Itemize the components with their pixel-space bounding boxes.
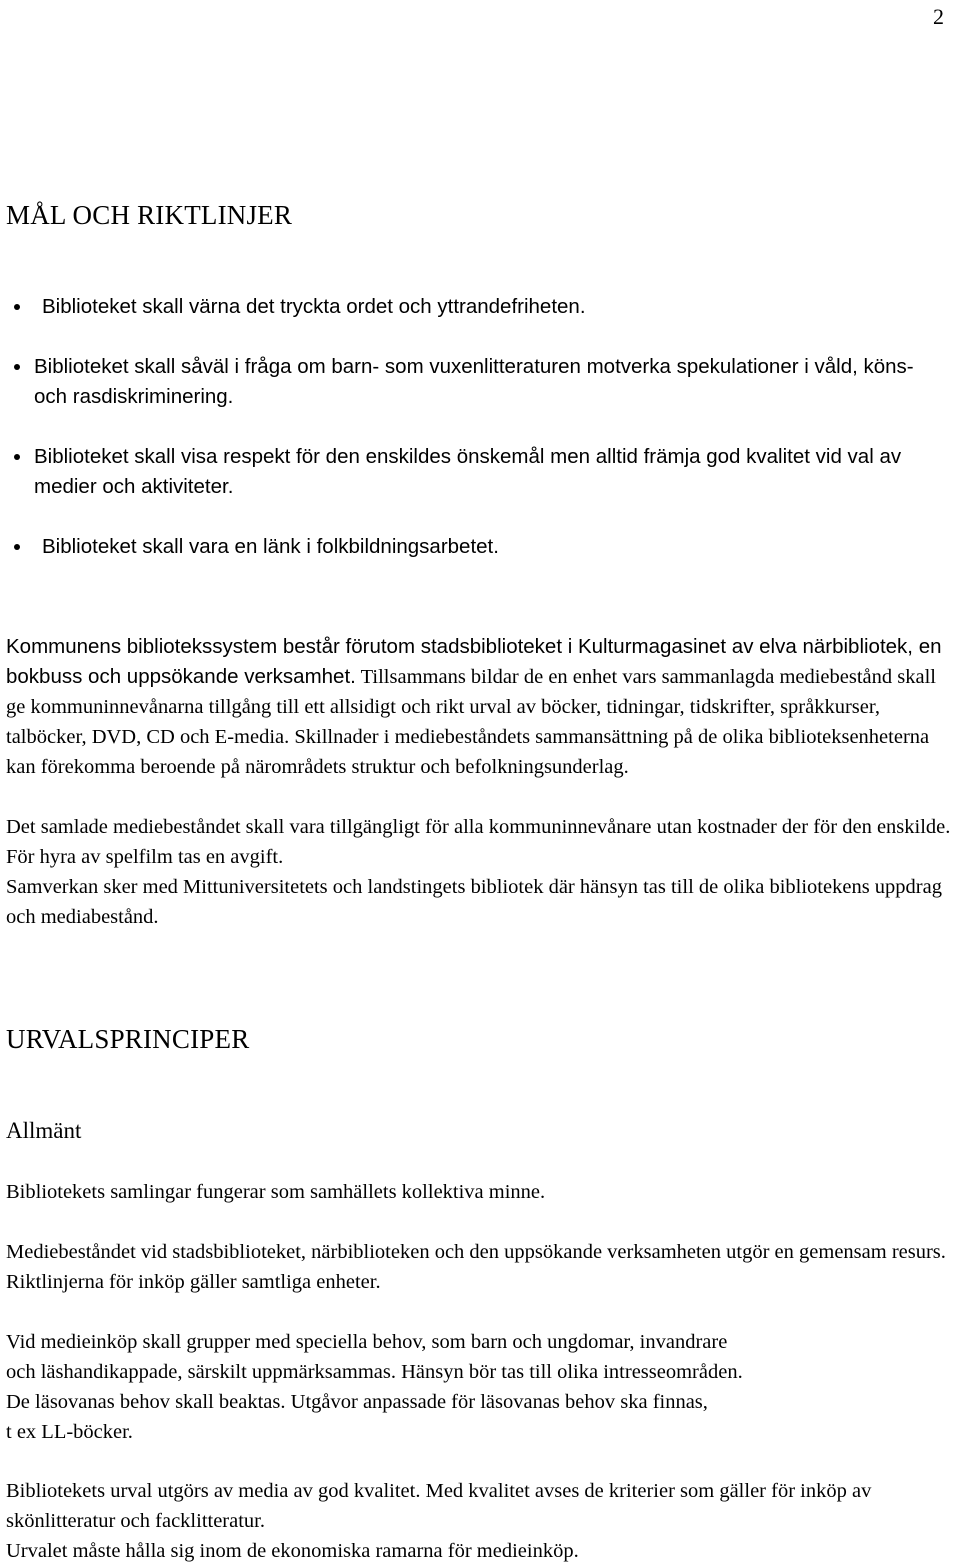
heading-mal-och-riktlinjer: MÅL OCH RIKTLINJER bbox=[6, 200, 293, 230]
bullet-item bbox=[0, 442, 950, 502]
special-needs-line-2: och läshandikappade, särskilt uppmärksammas. Hänsyn bör tas till olika intresseområden. bbox=[6, 1361, 743, 1383]
cooperation-paragraph: Samverkan sker med Mittuniversitetets och landstingets bibliotek där hänsyn tas till de olika bibliotekens uppdrag och mediabestånd. bbox=[6, 876, 942, 928]
access-paragraph: Det samlade mediebeståndet skall vara tillgängligt för alla kommuninnevånare utan kostnader der för den enskilde. För hyra av spelfilm tas en avgift. bbox=[6, 816, 951, 868]
bullet-text: Biblioteket skall såväl i fråga om barn- som vuxenlitteraturen motverka spekulationer i våld, köns- och rasdiskriminering. bbox=[34, 355, 914, 408]
bullet-item bbox=[0, 292, 950, 322]
library-system-paragraph bbox=[6, 632, 956, 782]
bullet-text: Biblioteket skall värna det tryckta ordet och yttrandefriheten. bbox=[42, 295, 586, 318]
collections-paragraph: Bibliotekets samlingar fungerar som samhällets kollektiva minne. bbox=[6, 1181, 546, 1203]
bullet-text: Biblioteket skall vara en länk i folkbildningsarbetet. bbox=[42, 535, 499, 558]
bullet-dot-icon bbox=[14, 304, 20, 310]
quality-paragraph: Bibliotekets urval utgörs av media av god kvalitet. Med kvalitet avses de kriterier som gäller för inköp av skönlitteratur och facklitteratur. bbox=[6, 1480, 872, 1532]
library-system-body: Tillsammans bildar de en enhet vars sammanlagda mediebestånd skall ge kommuninnevånarna tillgång till ett allsidigt och rikt urval av böcker, tidningar, tidskrifter, språkkurser, talböcker, DVD, CD och E-media. Skillnader i mediebeståndets sammansättning på de olika biblioteksenheterna kan förekomma beroende på närområdets struktur och befolkningsunderlag. bbox=[6, 666, 936, 778]
bullet-item bbox=[0, 532, 950, 562]
special-needs-line-1: Vid medieinköp skall grupper med speciella behov, som barn och ungdomar, invandrare bbox=[6, 1331, 728, 1353]
page-number: 2 bbox=[933, 4, 944, 29]
heading-urvalsprinciper: URVALSPRINCIPER bbox=[6, 1024, 250, 1054]
bullet-text: Biblioteket skall visa respekt för den enskildes önskemål men alltid främja god kvalitet vid val av medier och aktiviteter. bbox=[34, 445, 902, 498]
budget-paragraph: Urvalet måste hålla sig inom de ekonomiska ramarna för medieinköp. bbox=[6, 1540, 579, 1562]
special-needs-line-4: t ex LL-böcker. bbox=[6, 1421, 133, 1443]
library-system-intro: Kommunens bibliotekssystem består förutom stadsbiblioteket i Kulturmagasinet av elva närbibliotek, en bokbuss och uppsökande verksamhet. bbox=[6, 635, 942, 688]
bullet-item bbox=[0, 352, 950, 412]
bullet-dot-icon bbox=[14, 544, 20, 550]
special-needs-line-3: De läsovanas behov skall beaktas. Utgåvor anpassade för läsovanas behov ska finnas, bbox=[6, 1391, 708, 1413]
subheading-allmant: Allmänt bbox=[6, 1118, 82, 1143]
special-needs-paragraph bbox=[6, 1327, 956, 1447]
goals-bullet-list bbox=[0, 292, 950, 592]
bullet-dot-icon bbox=[14, 364, 20, 370]
bullet-dot-icon bbox=[14, 454, 20, 460]
shared-resource-paragraph: Mediebeståndet vid stadsbiblioteket, närbiblioteken och den uppsökande verksamheten utgör en gemensam resurs. Riktlinjerna för inköp gäller samtliga enheter. bbox=[6, 1241, 946, 1293]
